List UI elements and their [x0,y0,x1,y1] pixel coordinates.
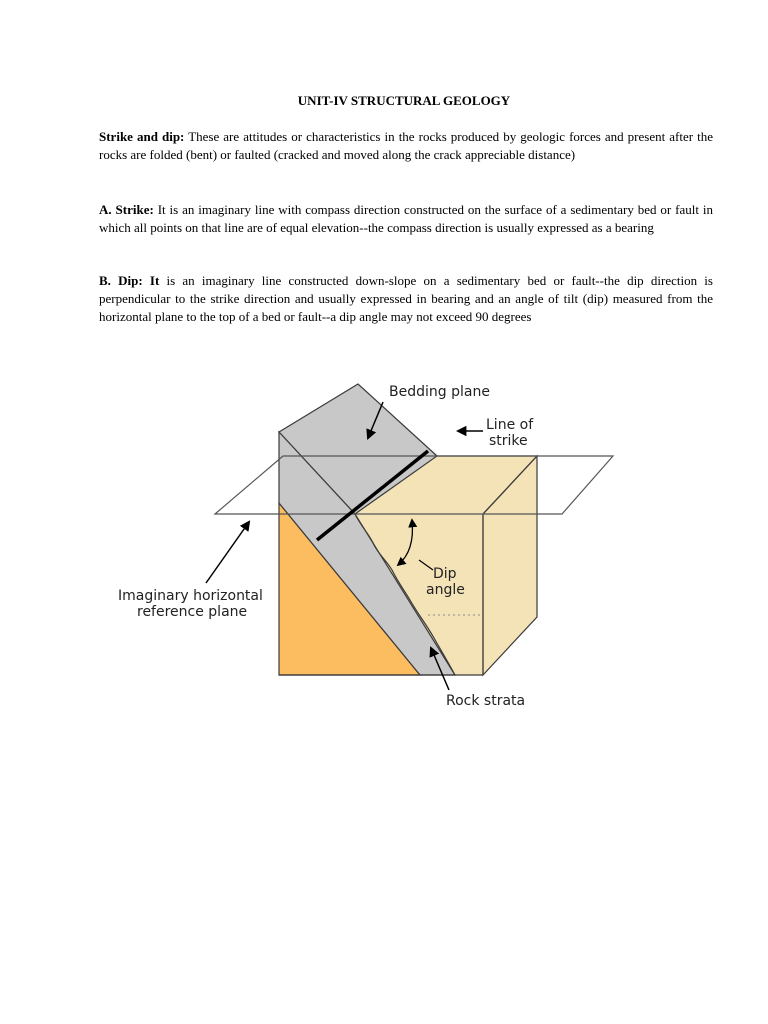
label-horizontal-plane-1: Imaginary horizontal [118,588,263,604]
label-line-of-strike-2: strike [489,433,528,449]
label-bedding-plane: Bedding plane [389,384,490,400]
horizontal-plane-arrow [206,522,249,583]
paragraph-lead: A. Strike: [99,202,154,217]
paragraph-lead: B. Dip: It [99,273,160,288]
page-title: UNIT-IV STRUCTURAL GEOLOGY [297,93,511,108]
label-line-of-strike-1: Line of [486,417,534,433]
paragraph-text: is an imaginary line constructed down-slope on a sedimentary bed or fault--the dip direction is perpendicular to the strike direction and usually expressed in bearing and an angle of tilt (dip) measured from the horizontal plane to the top of a bed or fault--a dip angle may not exceed 90 degrees [99,273,713,324]
paragraph-text: It is an imaginary line with compass direction constructed on the surface of a sedimentary bed or fault in which all points on that line are of equal elevation--the compass direction is usually expressed as a bearing [99,202,713,235]
label-dip-angle-2: angle [426,582,465,598]
paragraph-lead: Strike and dip: [99,129,185,144]
label-dip-angle-1: Dip [433,566,457,582]
label-horizontal-plane-2: reference plane [137,604,248,620]
label-rock-strata: Rock strata [446,693,526,709]
paragraph-text: These are attitudes or characteristics in the rocks produced by geologic forces and present after the rocks are folded (bent) or faulted (cracked and moved along the crack appreciable distance) [99,129,713,162]
